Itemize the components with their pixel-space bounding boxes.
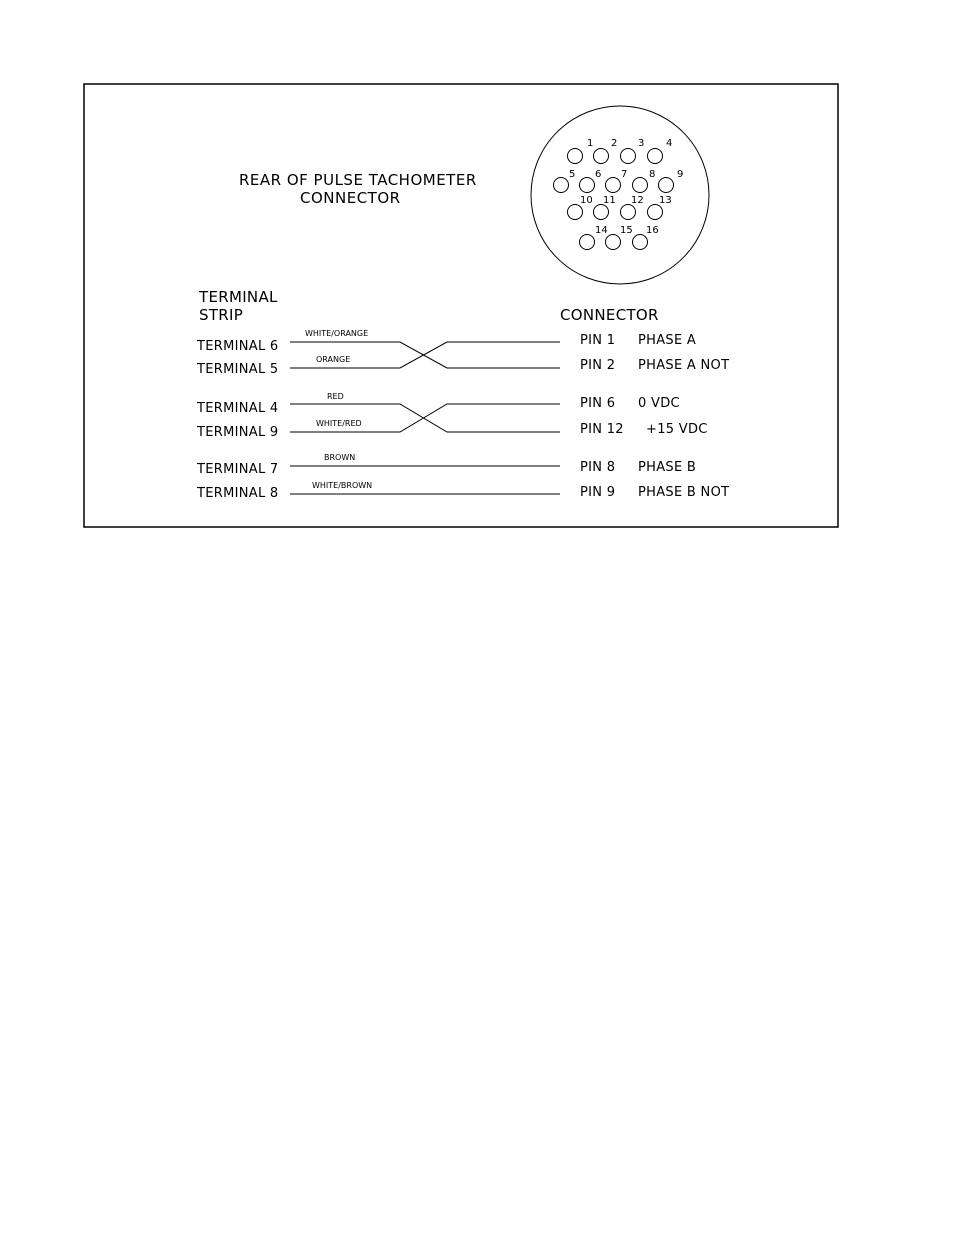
connector-heading: CONNECTOR	[560, 306, 659, 324]
terminal-label: TERMINAL 8	[197, 486, 279, 501]
terminal-label: TERMINAL 5	[197, 362, 279, 377]
pin-hole	[554, 178, 569, 193]
pin-hole	[648, 205, 663, 220]
pin-hole	[621, 149, 636, 164]
signal-label: +15 VDC	[646, 422, 708, 437]
pin-number: 7	[621, 169, 628, 180]
pin-label: PIN 8	[580, 460, 616, 475]
pin-number: 5	[569, 169, 576, 180]
terminal-strip-heading-line1: TERMINAL	[199, 288, 278, 306]
pin-number: 11	[603, 195, 616, 206]
pin-label: PIN 9	[580, 485, 616, 500]
wire-color-label: WHITE/BROWN	[312, 481, 373, 490]
wire-color-label: WHITE/RED	[316, 419, 362, 428]
pin-hole	[594, 149, 609, 164]
pin-hole	[568, 149, 583, 164]
wire-pair-phase-b	[196, 453, 729, 501]
wire-pair-phase-a	[196, 329, 729, 377]
diagram-frame	[84, 84, 838, 527]
wire-color-label: ORANGE	[316, 355, 351, 364]
pin-label: PIN 2	[580, 358, 616, 373]
pin-hole	[648, 149, 663, 164]
pin-number: 10	[580, 195, 593, 206]
pin-number: 1	[587, 138, 594, 149]
connector-face	[531, 106, 709, 284]
pin-hole	[568, 205, 583, 220]
pin-label: PIN 12	[580, 422, 624, 437]
terminal-label: TERMINAL 4	[197, 401, 279, 416]
pin-hole	[594, 205, 609, 220]
diagram-title-line2: CONNECTOR	[300, 189, 401, 207]
signal-label: PHASE B	[638, 460, 697, 475]
pin-number: 9	[677, 169, 684, 180]
pin-hole	[633, 235, 648, 250]
signal-label: 0 VDC	[638, 396, 680, 411]
pin-hole	[659, 178, 674, 193]
pin-hole	[580, 178, 595, 193]
signal-label: PHASE A	[638, 333, 697, 348]
pin-number: 12	[631, 195, 644, 206]
terminal-label: TERMINAL 7	[197, 462, 279, 477]
pin-number: 16	[646, 225, 659, 236]
pin-hole	[621, 205, 636, 220]
terminal-label: TERMINAL 9	[197, 425, 279, 440]
pin-label: PIN 6	[580, 396, 616, 411]
wire-color-label: BROWN	[324, 453, 356, 462]
pin-label: PIN 1	[580, 333, 616, 348]
diagram-title-line1: REAR OF PULSE TACHOMETER	[239, 171, 477, 189]
pin-number: 2	[611, 138, 618, 149]
wire-pair-power	[196, 392, 708, 440]
pin-number: 3	[638, 138, 645, 149]
wire-color-label: RED	[327, 392, 344, 401]
pin-number: 8	[649, 169, 656, 180]
connector-outline	[531, 106, 709, 284]
pin-number: 4	[666, 138, 673, 149]
pin-number: 13	[659, 195, 672, 206]
pin-hole	[580, 235, 595, 250]
terminal-strip-heading-line2: STRIP	[199, 306, 244, 324]
pin-hole	[633, 178, 648, 193]
pin-number: 15	[620, 225, 633, 236]
pin-hole	[606, 235, 621, 250]
pin-number: 6	[595, 169, 602, 180]
signal-label: PHASE B NOT	[638, 485, 730, 500]
wire-color-label: WHITE/ORANGE	[305, 329, 369, 338]
signal-label: PHASE A NOT	[638, 358, 730, 373]
terminal-label: TERMINAL 6	[197, 339, 279, 354]
pin-hole	[606, 178, 621, 193]
pin-number: 14	[595, 225, 608, 236]
